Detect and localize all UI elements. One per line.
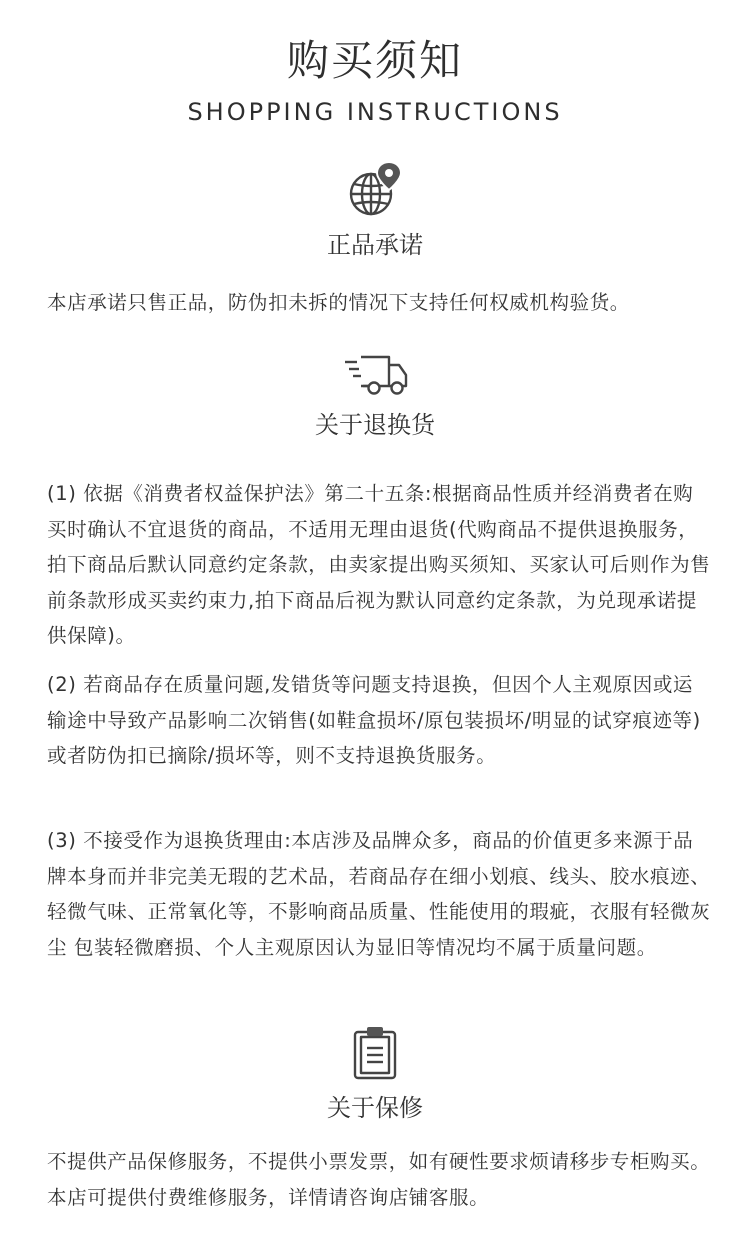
section-text-warranty: 不提供产品保修服务，不提供小票发票，如有硬性要求烦请移步专柜购买。本店可提供付费维修服务，详情请咨询店铺客服。: [47, 1150, 711, 1209]
clipboard-icon: [351, 1024, 399, 1080]
section-title-genuine: 正品承诺: [327, 231, 423, 259]
section-text-returns-3: (3) 不接受作为退换货理由:本店涉及品牌众多，商品的价值更多来源于品牌本身而并非完美无瑕的艺术品，若商品存在细小划痕、线头、胶水痕迹、轻微气味、正常氧化等，不影响商品质量、性能使用的瑕疵，衣服有轻微灰尘 包装轻微磨损、个人主观原因认为显旧等情况均不属于质量问题。: [47, 829, 711, 959]
section-title-returns: 关于退换货: [315, 411, 435, 439]
section-title-warranty: 关于保修: [327, 1094, 423, 1122]
page-subtitle: SHOPPING INSTRUCTIONS: [187, 98, 563, 126]
section-text-genuine: 本店承诺只售正品，防伪扣未拆的情况下支持任何权威机构验货。: [47, 291, 630, 314]
section-text-returns-1: (1) 依据《消费者权益保护法》第二十五条:根据商品性质并经消费者在购买时确认不宜退货的商品，不适用无理由退货(代购商品不提供退换服务，拍下商品后默认同意约定条款，由卖家提出购买须知、买家认可后则作为售前条款形成买卖约束力,拍下商品后视为默认同意约定条款，为兑现承诺提供保障)。: [47, 482, 711, 647]
page-title: 购买须知: [286, 36, 463, 85]
delivery-truck-icon: [343, 352, 409, 398]
section-text-returns-2: (2) 若商品存在质量问题,发错货等问题支持退换，但因个人主观原因或运输途中导致产品影响二次销售(如鞋盒损坏/原包装损坏/明显的试穿痕迹等)或者防伪扣已摘除/损坏等，则不支持退换货服务。: [47, 673, 701, 767]
globe-pin-icon: [345, 158, 407, 220]
